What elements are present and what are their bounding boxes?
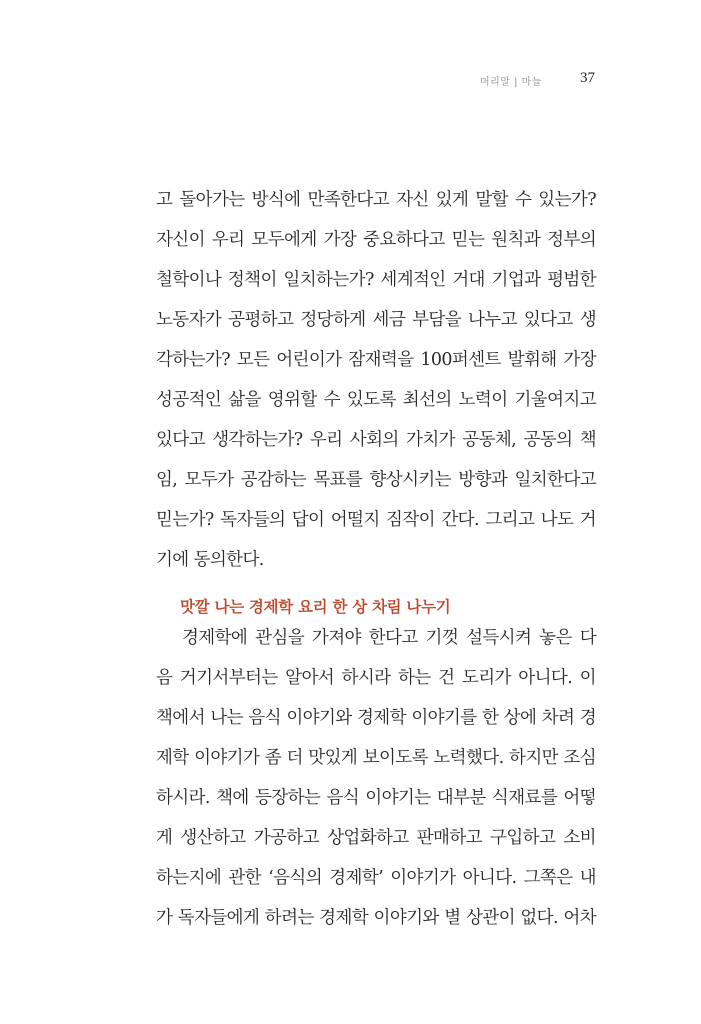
text-line: 자신이 우리 모두에게 가장 중요하다고 믿는 원칙과 정부의 [156, 230, 596, 250]
text-line: 각하는가? 모든 어린이가 잠재력을 100퍼센트 발휘해 가장 [156, 350, 596, 370]
text-line: 하시라. 책에 등장하는 음식 이야기는 대부분 식재료를 어떻 [156, 788, 596, 808]
page-number: 37 [580, 70, 595, 86]
text-line: 노동자가 공평하고 정당하게 세금 부담을 나누고 있다고 생 [156, 310, 596, 330]
text-line: 경제학에 관심을 가져야 한다고 기껏 설득시켜 놓은 다 [182, 628, 596, 648]
text-line: 게 생산하고 가공하고 상업화하고 판매하고 구입하고 소비 [156, 828, 596, 848]
paragraph-1 [156, 180, 596, 580]
text-line: 책에서 나는 음식 이야기와 경제학 이야기를 한 상에 차려 경 [156, 708, 596, 728]
text-line: 음 거기서부터는 알아서 하시라 하는 건 도리가 아니다. 이 [156, 668, 596, 688]
text-line: 가 독자들에게 하려는 경제학 이야기와 별 상관이 없다. 어차 [156, 908, 596, 928]
text-line: 있다고 생각하는가? 우리 사회의 가치가 공동체, 공동의 책 [156, 430, 596, 450]
paragraph-2 [156, 618, 596, 938]
text-line: 철학이나 정책이 일치하는가? 세계적인 거대 기업과 평범한 [156, 270, 596, 290]
text-line: 성공적인 삶을 영위할 수 있도록 최선의 노력이 기울여지고 [156, 390, 596, 410]
text-line: 기에 동의한다. [156, 550, 264, 570]
text-line: 고 돌아가는 방식에 만족한다고 자신 있게 말할 수 있는가? [156, 190, 596, 210]
text-line: 믿는가? 독자들의 답이 어떨지 짐작이 간다. 그리고 나도 거 [156, 510, 596, 530]
text-line: 임, 모두가 공감하는 목표를 향상시키는 방향과 일치한다고 [156, 470, 596, 490]
section-heading: 맛깔 나는 경제학 요리 한 상 차림 나누기 [180, 598, 451, 616]
text-line: 하는지에 관한 ‘음식의 경제학’ 이야기가 아니다. 그쪽은 내 [156, 868, 596, 888]
text-line: 제학 이야기가 좀 더 맛있게 보이도록 노력했다. 하지만 조심 [156, 748, 596, 768]
running-head: 머리말 | 마늘 [479, 77, 542, 88]
